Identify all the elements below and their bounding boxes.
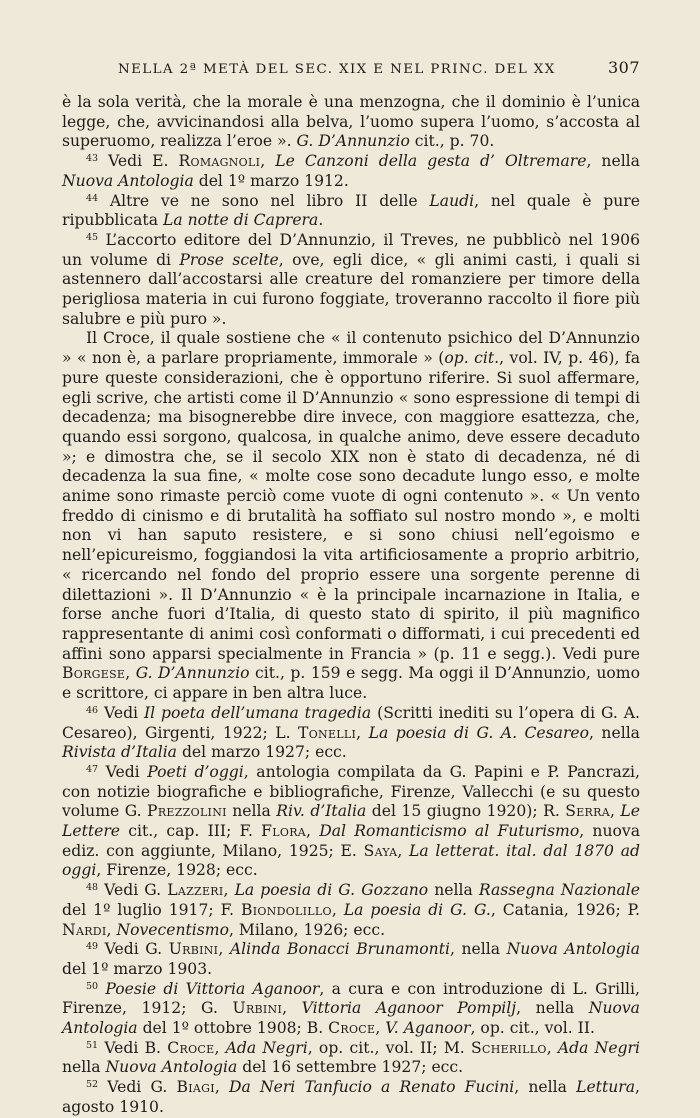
text-run: , [106, 920, 117, 939]
text-run: , nella [586, 152, 640, 171]
text-run: Il Croce, il quale sostiene che « il contenuto psichico del D’Annunzio » « non è, a parlare propriamente, immorale » ( [62, 329, 640, 368]
page-number: 307 [607, 58, 640, 77]
text-run: , agosto 1910. [62, 1078, 640, 1116]
italic-title: Dal Romanticismo al Futurismo [319, 822, 580, 841]
italic-title: G. D’Annunzio [135, 664, 250, 683]
text-run: è la sola verità, che la morale è una menzogna, che il dominio è l’unica legge, che, avvicinandosi alla belva, l’uomo supera l’uomo, s’accosta al superuomo, realizza l’eroe ». [62, 93, 640, 151]
text-run: , ove, egli dice, « gli animi casti, i quali si astennero dall’accostarsi alle creature del romanziere per timore della perigliosa materia in cui furono foggiate, troveranno raccolto il fiore più salubre e più puro ». [62, 250, 640, 328]
italic-title: Il poeta dell’umana tragedia [143, 703, 372, 722]
italic-title: Nuova Antologia [506, 940, 640, 959]
italic-title: Lettura [576, 1078, 636, 1097]
text-run: , [125, 664, 136, 683]
author-name: Biondolillo [240, 900, 332, 919]
text-run: del 1º luglio 1917; F. [62, 900, 241, 919]
text-run: , Firenze, 1928; ecc. [96, 861, 258, 880]
footnote-51 [62, 1039, 640, 1078]
footnote-49 [62, 940, 640, 979]
italic-title: V. Aganoor [385, 1019, 471, 1038]
text-run: nella [226, 802, 277, 821]
footnote-45-continued [62, 329, 640, 703]
text-run: , nella [589, 723, 640, 742]
text-run: del 1º marzo 1903. [62, 959, 213, 978]
text-run: Vedi G. [98, 940, 169, 959]
italic-title: Rivista d’Italia [62, 743, 177, 762]
italic-title: Nuova Antologia [62, 171, 194, 190]
footnote-47 [62, 763, 640, 881]
author-name: Urbini [168, 940, 219, 959]
text-run: Vedi G. [98, 881, 168, 900]
italic-title: Ada Negri [225, 1038, 308, 1057]
text-run: , antologia compilata da G. Papini e P. Pancrazi, con notizie biografiche e bibliografiche, Firenze, Vallecchi (e su questo volume G. [62, 762, 640, 821]
text-run: Vedi [98, 703, 144, 722]
text-run: cit., cap. III; F. [120, 822, 262, 841]
author-name: Prezzolini [147, 802, 227, 821]
italic-title: Alinda Bonacci Brunamonti [229, 940, 450, 959]
italic-title: Novecentismo [116, 920, 229, 939]
text-run: , op. cit., vol. II; M. [307, 1038, 472, 1057]
author-name: Serra [565, 802, 610, 821]
italic-title: op. cit. [444, 349, 500, 368]
italic-title: Vittoria Aganoor Pompilj [301, 999, 517, 1018]
author-name: Biagi [176, 1078, 215, 1097]
author-name: Urbini [232, 999, 283, 1018]
author-name: Croce [328, 1019, 376, 1038]
italic-title: Laudi [429, 191, 475, 210]
footnote-43 [62, 152, 640, 191]
text-run: nella [428, 881, 479, 900]
text-run: , a cura e con introduzione di L. Grilli, Firenze, 1912; G. [62, 979, 640, 1018]
author-name: Croce [167, 1038, 215, 1057]
italic-title: La poesia di G. G. [343, 900, 491, 919]
italic-title: Prose scelte [179, 250, 279, 269]
text-run: , [331, 900, 344, 919]
continuation-paragraph [62, 93, 640, 152]
author-name: Tonelli [298, 723, 357, 742]
author-name: Borgese [62, 664, 126, 683]
author-name: Scherillo [471, 1038, 547, 1057]
text-run: Altre ve ne sono nel libro II delle [98, 191, 430, 210]
text-run: , [214, 1038, 226, 1057]
text-run: cit., p. 159 e segg. Ma oggi il D’Annunzio, uomo e scrittore, ci appare in ben altra luce. [62, 664, 640, 703]
footnote-number: 47 [86, 763, 99, 775]
text-run: , op. cit., vol. II. [470, 1019, 595, 1038]
text-run: , nella [516, 999, 589, 1018]
italic-title: Ada Negri [557, 1038, 640, 1057]
italic-title: Poesie di Vittoria Aganoor [105, 979, 320, 998]
text-run: Vedi G. [98, 1078, 177, 1097]
footnote-52 [62, 1078, 640, 1117]
author-name: Saya [363, 841, 398, 860]
text-run: , [546, 1038, 558, 1057]
text-run: , [214, 1078, 229, 1097]
author-name: Lazzeri [167, 881, 224, 900]
footnote-48 [62, 881, 640, 940]
footnote-number: 48 [86, 882, 99, 894]
text-run: , [397, 841, 410, 860]
italic-title: Nuova Antologia [105, 1058, 238, 1077]
text-run: Vedi B. [98, 1038, 168, 1057]
text-run: , [260, 152, 276, 171]
italic-title: Rassegna Nazionale [478, 881, 640, 900]
text-run: , [375, 1019, 386, 1038]
text-run: , vol. IV, p. 46), fa pure queste considerazioni, che è opportuno riferire. Si suol affermare, egli scrive, che artisti come il D’Annunzio « sono espressione di tempi di decadenza; ma bisognerebbe dire invece, con maggiore esattezza, che, quando essi sorgono, qualcosa, in qualche animo, deve essere decaduto »; e dimostra che, se il secolo XIX non è stato di decadenza, né di decadenza la sua fine, « molte cose sono decadute lungo esso, e molte anime sono rimaste perciò come vuote di ogni contenuto ». « Un vento freddo di cinismo e di brutalità ha soffiato sul nostro mondo », e molti non vi han saputo resistere, e si sono chiusi nell’egoismo e nell’epicureismo, foggiandosi la vita artificiosamente a proprio arbitrio, « ricercando nel fondo del proprio essere una sorgente perenne di dilettazioni ». Il D’Annunzio « è la principale incarnazione in Italia, e forse anche fuori d’Italia, di questo stato di spirito, il più magnifico rappresentante di animi così conformati o difformati, i cui precedenti ed affini sono apparsi specialmente in Francia » (p. 11 e segg.). Vedi pure [62, 349, 640, 663]
footnote-50 [62, 980, 640, 1039]
footnote-number: 50 [86, 980, 99, 992]
text-run: Vedi E. [98, 152, 179, 171]
text-run: , [609, 802, 621, 821]
footnote-number: 49 [86, 941, 99, 953]
italic-title: Nuova Antologia [62, 999, 640, 1038]
notes-text [62, 93, 640, 1118]
italic-title: Riv. d’Italia [276, 802, 367, 821]
text-run: , nella [449, 940, 507, 959]
italic-title: Da Neri Tanfucio a Renato Fucini [229, 1078, 515, 1097]
text-run: , [356, 723, 369, 742]
text-run: del 1º marzo 1912. [193, 171, 349, 190]
text-run: del 16 settembre 1927; ecc. [237, 1058, 464, 1077]
italic-title: G. D’Annunzio [296, 132, 410, 151]
italic-title: La letterat. ital. dal 1870 ad oggi [62, 841, 640, 880]
text-run: cit., p. 70. [409, 132, 495, 151]
italic-title: La notte di Caprera [162, 211, 319, 230]
text-run: , nella [514, 1078, 577, 1097]
text-run: , [282, 999, 302, 1018]
footnote-number: 43 [86, 153, 99, 165]
footnote-number: 45 [86, 231, 99, 243]
text-run: L’accorto editore del D’Annunzio, il Treves, ne pubblicò nel 1906 un volume di [62, 230, 640, 269]
text-run: , [223, 881, 235, 900]
text-run: , [306, 822, 320, 841]
footnote-number: 44 [86, 192, 99, 204]
italic-title: La poesia di G. Gozzano [234, 881, 429, 900]
footnote-number: 51 [86, 1039, 99, 1051]
footnote-number: 46 [86, 704, 99, 716]
text-run: , [218, 940, 230, 959]
italic-title: La poesia di G. A. Cesareo [368, 723, 590, 742]
text-run: del 1º ottobre 1908; B. [137, 1019, 329, 1038]
author-name: Flora [261, 822, 307, 841]
text-run: , nuova ediz. con aggiunte, Milano, 1925; E. [62, 822, 641, 860]
italic-title: Le Canzoni della gesta d’ Oltremare [275, 152, 587, 171]
author-name: Nardi [62, 920, 107, 939]
text-run: Vedi [98, 762, 148, 781]
footnote-44 [62, 192, 640, 231]
italic-title: Le Lettere [62, 802, 640, 841]
text-run: del marzo 1927; ecc. [176, 743, 347, 762]
text-run: del 15 giugno 1920); R. [366, 802, 566, 821]
author-name: Romagnoli [178, 152, 261, 171]
text-run: , nel quale è pure ripubblicata [62, 191, 640, 230]
running-title: NELLA 2ª METÀ DEL SEC. XIX E NEL PRINC. DEL XX [118, 62, 556, 77]
text-run: , Milano, 1926; ecc. [228, 920, 386, 939]
footnote-number: 52 [86, 1079, 99, 1091]
text-run: nella [62, 1058, 106, 1077]
text-run: (Scritti inediti su l’opera di G. A. Cesareo), Girgenti, 1922; L. [62, 703, 640, 742]
italic-title: Poeti d’oggi [147, 762, 244, 781]
footnote-46 [62, 704, 640, 763]
text-run: . [318, 211, 324, 230]
footnote-45 [62, 231, 640, 330]
text-run: , Catania, 1926; P. [490, 900, 640, 919]
